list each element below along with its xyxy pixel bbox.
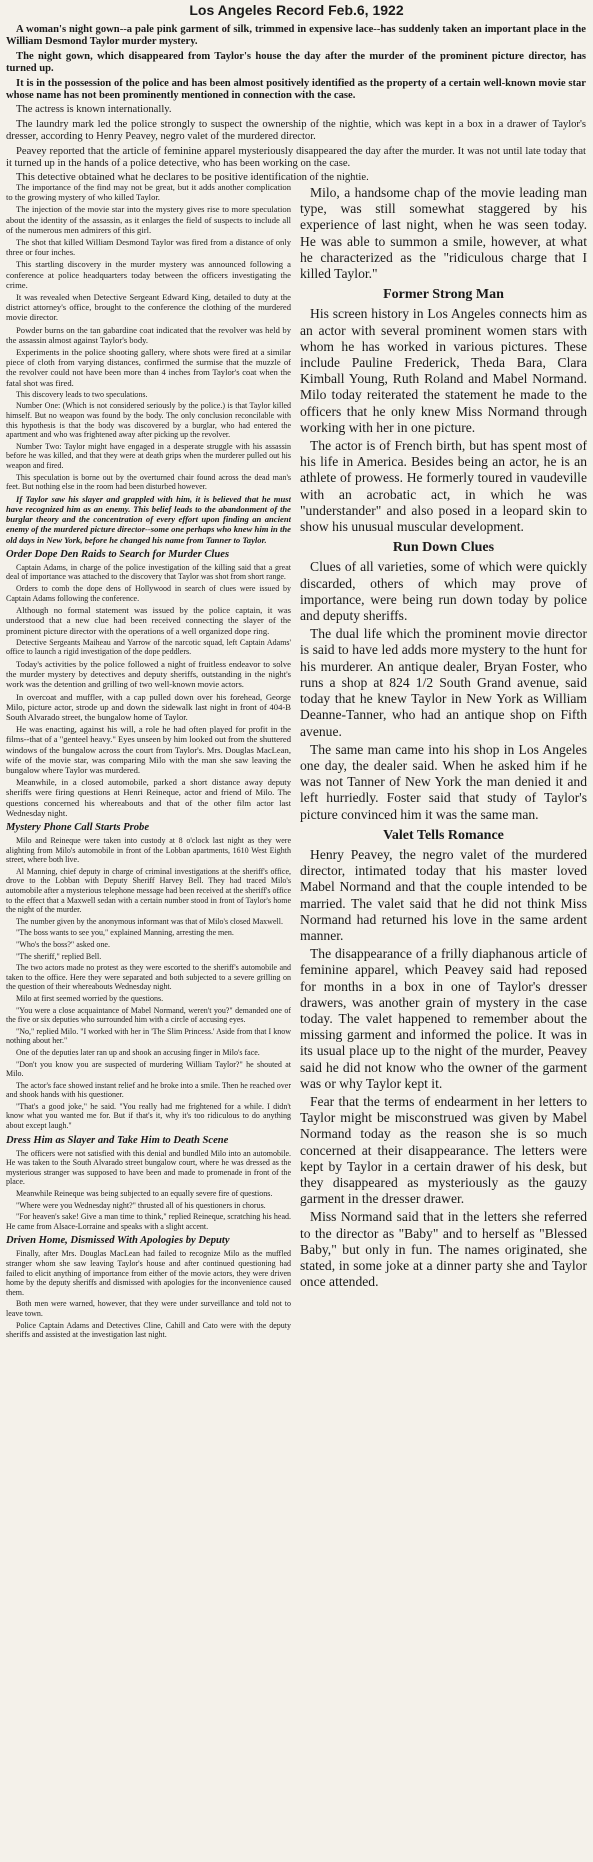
paragraph: This detective obtained what he declares to be positive identification of the nightie. — [16, 172, 369, 184]
paragraph: This discovery leads to two speculations. — [16, 389, 148, 399]
paragraph: Although no formal statement was issued by the police captain, it was understood that a new clue had been received connecting the slayer of the prominent picture director with the operations of a well organized dope ring. — [6, 605, 291, 636]
paragraph: "That's a good joke," he said. "You really had me frightened for a while. I didn't know what you wanted me for. But if that's it, why it's too ridiculous to do anything about except laugh." — [6, 1101, 291, 1131]
subhead: Run Down Clues — [392, 540, 495, 556]
italic-note: If Taylor saw his slayer and grappled with him, it is believed that he must have recognized him as an enemy. This belief leads to the abandonment of the burglar theory and the concentration of every effort upon finding an ancient enemy of the murdered picture director--some one perhaps who knew him in the old days in New York, before he changed his name from Tanner to Taylor. — [6, 493, 291, 545]
right-column — [300, 185, 587, 1292]
paragraph: Meanwhile Reineque was being subjected to an equally severe fire of questions. — [16, 1189, 273, 1199]
paragraph: The same man came into his shop in Los Angeles one day, the dealer said. When he asked him if he was not Tanner of New York the man denied it and left hurriedly. Foster said that study of Taylor's picture convinced him it was the same man. — [300, 741, 587, 822]
intro-section — [6, 24, 586, 187]
paragraph: "The boss wants to see you," explained Manning, arresting the men. — [16, 928, 234, 938]
paragraph: Orders to comb the dope dens of Hollywood in search of clues were issued by Captain Adams following the conference. — [6, 584, 291, 603]
paragraph: Henry Peavey, the negro valet of the murdered director, intimated today that his master loved Mabel Normand and that the couple intended to be married. The valet said that he did not think Miss Normand had returned his love in the same ardent manner. — [300, 846, 587, 943]
subhead: Driven Home, Dismissed With Apologies by Deputy — [6, 1235, 230, 1247]
left-column — [6, 182, 291, 1342]
paragraph: Clues of all varieties, some of which were quickly discarded, others of which may prove of importance, were being run down today by police and deputy sheriffs. — [300, 559, 587, 624]
paragraph: It is in the possession of the police and has been almost positively identified as the property of a certain well-known movie star whose name has not been prominently mentioned in connection with the case. — [6, 77, 586, 102]
paragraph: "Where were you Wednesday night?" thrusted all of his questioners in chorus. — [16, 1200, 266, 1210]
paragraph: "Don't you know you are suspected of murdering William Taylor?" he shouted at Milo. — [6, 1059, 291, 1079]
paragraph: The laundry mark led the police strongly to suspect the ownership of the nightie, which was kept in a box in a drawer of Taylor's dresser, according to Henry Peavey, negro valet of the murdered director. — [6, 118, 586, 143]
paragraph: "You were a close acquaintance of Mabel Normand, weren't you?" demanded one of the five or six deputies who surrounded him with a circle of accusing eyes. — [6, 1005, 291, 1025]
paragraph: The injection of the movie star into the mystery gives rise to more speculation about the identity of the assassin, as it enlarges the field of suspects to include all of the numerous men admirers of this girl. — [6, 204, 291, 235]
paragraph: The dual life which the prominent movie director is said to have led adds more mystery to the hunt for his murderer. An antique dealer, Bryan Foster, who runs a shop at 824 1/2 South Grand avenue, said today that he knew Taylor in New York as William Deanne-Tanner, who had an antique shop on Fifth avenue. — [300, 626, 587, 739]
paragraph: Finally, after Mrs. Douglas MacLean had failed to recognize Milo as the muffled stranger whom she saw leaving Taylor's house and after continued questioning had failed to elicit anything of importance from either of the movie actors, they were driven home by the deputy sheriffs and dismissed with apologies for the inconvenience caused them. — [6, 1249, 291, 1297]
paragraph: "Who's the boss?" asked one. — [16, 939, 110, 949]
paragraph: Captain Adams, in charge of the police investigation of the killing said that a great deal of importance was attached to the discovery that Taylor was shot from short range. — [6, 562, 291, 582]
paragraph: Number Two: Taylor might have engaged in a desperate struggle with his assassin before he was killed, and that they were at death grips when the murderer pulled out his weapon and fired. — [6, 441, 291, 471]
subhead: Former Strong Man — [383, 287, 504, 303]
subhead: Valet Tells Romance — [383, 827, 504, 843]
paragraph: The actress is known internationally. — [16, 104, 172, 116]
paragraph: It was revealed when Detective Sergeant Edward King, detailed to duty at the district attorney's office, brought to the conference the clothing of the murdered movie director. — [6, 292, 291, 323]
paragraph: The shot that killed William Desmond Taylor was fired from a distance of only three or four inches. — [6, 237, 291, 258]
masthead: Los Angeles Record Feb.6, 1922 — [189, 2, 404, 18]
subhead: Mystery Phone Call Starts Probe — [6, 822, 150, 834]
paragraph: Miss Normand said that in the letters she referred to the director as "Baby" and to herself as "Blessed Baby," but only in fun. The names originated, she stated, in some joke at a dinner party she and Taylor once attended. — [300, 1209, 587, 1290]
paragraph: Al Manning, chief deputy in charge of criminal investigations at the sheriff's office, drove to the Lobban with Deputy Sheriff Harvey Bell. They had traced Milo's automobile after a mysterious telephone message had been received at the sheriff's office to the effect that a Maxwell sedan with a certain number stood in front of Taylor's home the night of the murder. — [6, 866, 291, 915]
paragraph: The importance of the find may not be great, but it adds another complication to the growing mystery of who killed Taylor. — [6, 182, 291, 203]
paragraph: Milo at first seemed worried by the questions. — [16, 993, 164, 1003]
paragraph: "For heaven's sake! Give a man time to think," replied Reineque, scratching his head. He came from Alsace-Lorraine and speaks with a slight accent. — [6, 1212, 291, 1231]
paragraph: Fear that the terms of endearment in her letters to Taylor might be misconstrued was given by Mabel Normand today as the reason she is so much concerned at their disappearance. The letters were kept by Taylor in a certain drawer of his desk, but they disappeared as mysteriously as the gauzy garment in the dresser drawer. — [300, 1093, 587, 1207]
paragraph: "No," replied Milo. "I worked with her in 'The Slim Princess.' Aside from that I know nothing about her." — [6, 1026, 291, 1046]
paragraph: The actor is of French birth, but has spent most of his life in America. Besides being an actor, he is an athlete of prowess. He formerly toured in vaudeville with an acrobatic act, in which he was "understander" and also posed in a leopard skin to show his unusual muscular development. — [300, 438, 587, 535]
paragraph: The two actors made no protest as they were escorted to the sheriff's automobile and taken to the office. Here they were separated and both subjected to a severe grilling on the question of their whereabouts Wednesday night. — [6, 963, 291, 992]
paragraph: Peavey reported that the article of feminine apparel mysteriously disappeared the day after the murder. It was not until late today that it turned up in the hands of a police detective, who has been working on the case. — [6, 145, 586, 170]
paragraph: In overcoat and muffler, with a cap pulled down over his forehead, George Milo, picture actor, strode up and down the sidewalk last night in front of 404-B South Alvarado street, the bungalow home of Taylor. — [6, 691, 291, 722]
paragraph: The disappearance of a frilly diaphanous article of feminine apparel, which Peavey said had reposed for months in a box in one of Taylor's dresser drawers, was another grain of mystery in the case today. The valet happened to remember about the missing garment and informed the police. It was in its usual place up to the night of the murder, Peavey said he did not know who the owner of the garment was or why Taylor kept it. — [300, 946, 587, 1091]
paragraph: Police Captain Adams and Detectives Cline, Cahill and Cato were with the deputy sheriffs and assisted at the investigation last night. — [6, 1320, 291, 1340]
paragraph: Detective Sergeants Maiheau and Yarrow of the narcotic squad, left Captain Adams' office to launch a rigid investigation of the dope peddlers. — [6, 637, 291, 657]
paragraph: Powder burns on the tan gabardine coat indicated that the revolver was held by the assassin almost against Taylor's body. — [6, 324, 291, 345]
paragraph: Milo, a handsome chap of the movie leading man type, was still somewhat staggered by his experience of last night, when he was seen today. He was able to summon a smile, however, at what he characterized as the "ridiculous charge that I killed Taylor." — [300, 185, 587, 282]
paragraph: Experiments in the police shooting gallery, where shots were fired at a similar piece of cloth from varying distances, confirmed the surmise that the muzzle of the revolver could not have been more than 4 inches from Taylor's coat when the fatal shot was fired. — [6, 347, 291, 388]
paragraph: This startling discovery in the murder mystery was announced following a conference at police headquarters today between the officers investigating the crime. — [6, 259, 291, 290]
paragraph: The actor's face showed instant relief and he broke into a smile. Then he reached over and shook hands with his questioner. — [6, 1080, 291, 1100]
paragraph: Number One: (Which is not considered seriously by the police.) is that Taylor killed himself. But no weapon was found by the body. The only conclusion reconcilable with this hypothesis is that the body was discovered by a burglar, who had entered the apartment and who was frightened away after picking up the revolver. — [6, 401, 291, 440]
paragraph: His screen history in Los Angeles connects him as an actor with several prominent women stars with whom he has worked in various pictures. These include Pauline Frederick, Theda Bara, Clara Kimball Young, Ruth Roland and Mabel Normand. Milo today reiterated the statement he made to the officers that he only knew Miss Normand through working with her in one picture. — [300, 306, 587, 435]
paragraph: The number given by the anonymous informant was that of Milo's closed Maxwell. — [16, 916, 283, 926]
paragraph: The night gown, which disappeared from Taylor's house the day after the murder of the prominent picture director, has turned up. — [6, 50, 586, 75]
paragraph: He was enacting, against his will, a role he had often played for profit in the films--that of a "genteel heavy." Eyes unseen by him looked out from the shuttered windows of the bungalow across the court from Taylor's. Mrs. Douglas MacLean, wife of the movie star, was comparing Milo with the man she saw leaving the bungalow where Taylor was murdered. — [6, 724, 291, 776]
paragraph: The officers were not satisfied with this denial and bundled Milo into an automobile. He was taken to the South Alvarado street bungalow court, where he was dressed as the mysterious stranger was supposed to have been and made to promenade in front of the place. — [6, 1148, 291, 1187]
paragraph: This speculation is borne out by the overturned chair found across the dead man's feet. But nothing else in the room had been disturbed however. — [6, 472, 291, 492]
paragraph: Meanwhile, in a closed automobile, parked a short distance away deputy sheriffs were firing questions at Henri Reineque, actor and friend of Milo. The questions concerned his whereabouts and that of the other film actor last Wednesday night. — [6, 777, 291, 818]
paragraph: Both men were warned, however, that they were under surveillance and told not to leave town. — [6, 1299, 291, 1318]
paragraph: One of the deputies later ran up and shook an accusing finger in Milo's face. — [16, 1047, 260, 1057]
paragraph: A woman's night gown--a pale pink garment of silk, trimmed in expensive lace--has suddenly taken an important place in the William Desmond Taylor murder mystery. — [6, 24, 586, 48]
paragraph: Milo and Reineque were taken into custody at 8 o'clock last night as they were alighting from Milo's automobile in front of the Lobban apartments, 1610 West Eighth street, where both live. — [6, 836, 291, 865]
subhead: Order Dope Den Raids to Search for Murder Clues — [6, 548, 230, 560]
paragraph: Today's activities by the police followed a night of fruitless endeavor to solve the murder mystery by detectives and deputy sheriffs, outstanding in the night's work was the detention and grilling of two well-known movie actors. — [6, 658, 291, 690]
subhead: Dress Him as Slayer and Take Him to Death Scene — [6, 1134, 229, 1146]
paragraph: "The sheriff," replied Bell. — [16, 951, 102, 961]
